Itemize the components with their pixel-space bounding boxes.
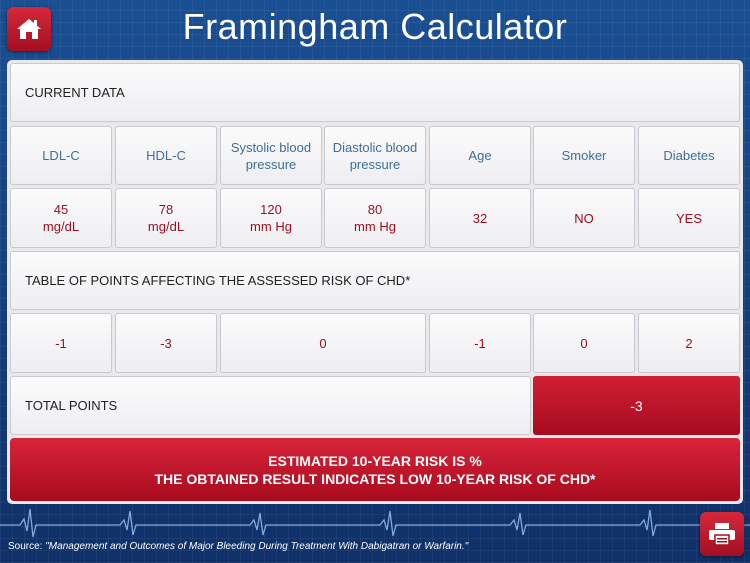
value-number: 78 <box>158 202 174 217</box>
value-unit: mm Hg <box>250 219 292 234</box>
points-blood-pressure: 0 <box>220 313 426 373</box>
header-hdl-c: HDL-C <box>115 126 217 185</box>
calculator-panel <box>7 60 743 504</box>
source-text: "Management and Outcomes of Major Bleeding During Treatment With Dabigatran or Warfarin." <box>45 541 469 552</box>
points-age: -1 <box>429 313 531 373</box>
points-diabetes: 2 <box>638 313 740 373</box>
header-systolic: Systolic blood pressure <box>220 126 322 185</box>
value-smoker[interactable]: NO <box>533 188 635 248</box>
points-smoker: 0 <box>533 313 635 373</box>
header-diabetes: Diabetes <box>638 126 740 185</box>
total-points-label: TOTAL POINTS <box>10 376 531 435</box>
risk-estimate-text: ESTIMATED 10-YEAR RISK IS % <box>268 452 482 469</box>
value-number: 80 <box>367 202 383 217</box>
value-unit: mg/dL <box>147 219 185 234</box>
header-diastolic: Diastolic blood pressure <box>324 126 426 185</box>
source-label: Source: <box>8 541 43 552</box>
value-number: 45 <box>53 202 69 217</box>
header-age: Age <box>429 126 531 185</box>
app-header <box>0 0 750 56</box>
value-unit: mg/dL <box>42 219 80 234</box>
risk-result-banner <box>10 438 740 501</box>
ecg-line-decoration <box>0 505 750 563</box>
points-hdl-c: -3 <box>115 313 217 373</box>
header-smoker: Smoker <box>533 126 635 185</box>
print-button[interactable] <box>700 512 744 556</box>
header-ldl-c: LDL-C <box>10 126 112 185</box>
printer-icon <box>708 522 736 546</box>
value-diastolic[interactable] <box>324 188 426 248</box>
source-citation <box>8 541 468 552</box>
page-title: Framingham Calculator <box>182 6 568 47</box>
value-diabetes[interactable]: YES <box>638 188 740 248</box>
points-table-label: TABLE OF POINTS AFFECTING THE ASSESSED RISK OF CHD* <box>10 251 740 310</box>
value-age[interactable]: 32 <box>429 188 531 248</box>
value-systolic[interactable] <box>220 188 322 248</box>
value-ldl-c[interactable] <box>10 188 112 248</box>
value-hdl-c[interactable] <box>115 188 217 248</box>
risk-interpretation-text: THE OBTAINED RESULT INDICATES LOW 10-YEAR RISK OF CHD* <box>154 470 596 487</box>
value-unit: mm Hg <box>354 219 396 234</box>
points-ldl-c: -1 <box>10 313 112 373</box>
value-number: 120 <box>260 202 282 217</box>
current-data-label: CURRENT DATA <box>10 63 740 122</box>
total-points-value: -3 <box>533 376 740 435</box>
